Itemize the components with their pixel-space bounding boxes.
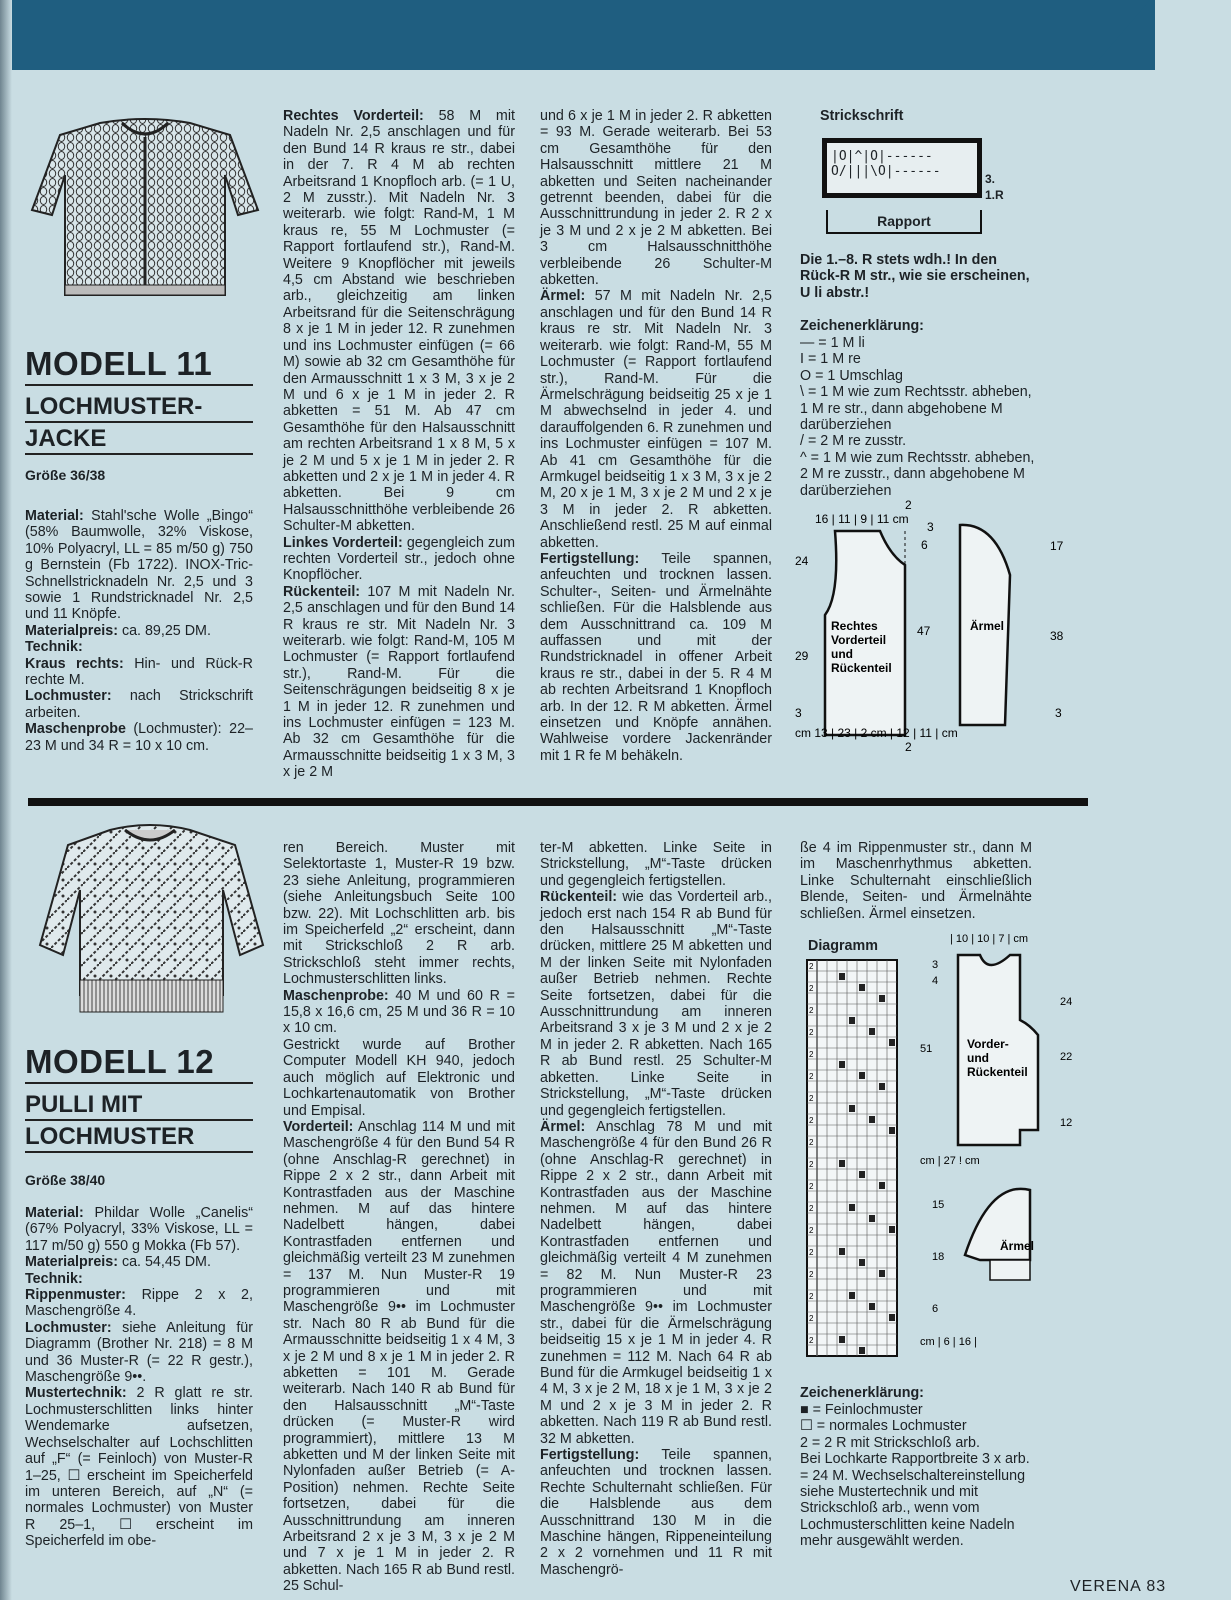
paragraph-heading: Rückenteil: [540,889,618,906]
paragraph-heading: Rückenteil: [283,583,361,600]
diagram-cell-filled [869,1215,875,1222]
svg-text:und: und [831,647,853,661]
legend-item: ☐ = normales Lochmuster [800,1418,967,1435]
svg-text:22: 22 [1060,1051,1073,1063]
sleeve-label: Ärmel [970,619,1005,633]
svg-text:12: 12 [1060,1117,1073,1129]
model-12-subtitle-line2: LOCHMUSTER [25,1123,195,1150]
paragraph [25,639,253,655]
diagram-title: Diagramm [808,938,878,954]
paragraph-text: 58 M mit Nadeln Nr. 2,5 anschlagen und für den Bund 14 R kraus re str., dabei in der 7. R 4 M ab rechten Arbeitsrand 1 Knopfloch arb. (= 1 U, 2 M zusstr.). Mit Nadeln Nr. 3 weiterarb. wie folgt: Rand-M, 1 M kraus re, 55 M Lochmuster (= Rapport fortlaufend str.), Rand-M. Weitere 9 Knopflöcher mit jeweils 4,5 cm Abstand wie beschrieben arb., gleichzeitig am linken Arbeitsrand für die Seitenschrägung 8 x je 1 M in jeder 12. R zunehmen und ins Lochmuster einfügen (= 66 M) sowie ab 32 cm Gesamthöhe für den Armausschnitt 1 x 3 M, 3 x je 2 M und 6 x je 1 M in jeder 2. R abketten = 51 M. Ab 47 cm Gesamthöhe für den Halsausschnitt am rechten Arbeitsrand 1 x 8 M, 5 x je 2 M und 5 x je 1 M in jeder 2. R abketten und 2 x je 1 M in jeder 4. R abketten. Bei 9 cm Halsausschnitthöhe verbleibende 26 Schulter-M abketten. [283,108,515,535]
paragraph-heading: Rippenmuster: [25,1287,126,1304]
diagram-cell-filled [879,1182,885,1189]
model-12-instructions-col4: ße 4 im Rippenmuster str., dann M im Maschenrhythmus abketten. Linke Schulternaht einschließlich Blende, Seiten- und Ärmelnähte schließen. Ärmel einsetzen. [800,840,1032,922]
chart-note: Die 1.–8. R stets wdh.! In den Rück-R M str., wie sie erscheinen, U li abstr.! [800,252,1030,301]
model-12-instructions-col3 [540,840,772,1578]
paragraph-text: Anschlag 114 M und mit Maschengröße 4 für den Bund 54 R (ohne Anschlag-R gerechnet) in Rippe 2 x 2 str., dann Arbeit mit Kontrastfaden aus der Maschine nehmen. M auf das hintere Nadelbett hängen, dabei Kontrastfaden entfernen und gleichmäßig verteilt 23 M zunehmen = 137 M. Nun Muster-R 19 programmieren und mit Maschengröße 9•• im Lochmuster str. Nach 80 R ab Bund für die Armausschnitte beidseitig 1 x 4 M, 3 x je 2 M und 8 x je 1 M in jeder 2. R abketten = 101 M. Gerade weiterarb. Nach 140 R ab Bund für den Halsausschnitt „M“-Taste drücken (= Muster-R wird programmiert), mittlere 13 M abketten und M der linken Seite mit Nylonfaden außer Betrieb (= A-Position) nehmen. Rechte Seite fortsetzen, dabei für die Ausschnittrundung am inneren Arbeitsrand 2 x je 3 M, 3 x je 2 M und 7 x je 1 M in jeder 2. R abketten. Nach 165 R ab Bund restl. 25 Schul- [283,1118,515,1595]
paragraph-text: nach Strickschrift arbeiten. [25,688,253,721]
title-rule [25,1082,253,1084]
diagram-cell-filled [859,984,865,991]
paragraph-heading: Materialpreis: [25,622,118,639]
paragraph-heading: Fertigstellung: [540,1447,640,1464]
paragraph [25,656,253,689]
diagram-cell-filled [849,1017,855,1024]
diagram-cell-filled [879,995,885,1002]
paragraph-text: ren Bereich. Muster mit Selektortaste 1, Muster-R 19 bzw. 23 siehe Anleitung, programmieren (siehe Anleitungsbuch Seite 100 bzw. 22). Mit Lochschlitten arb. bis im Speicherfeld „2“ erscheint, dann mit Strickschloß 2 R arb. Strickschloß steht immer rechts, Lochmusterschlitten links. [283,840,515,988]
svg-text:29: 29 [795,649,809,663]
diagram-cell-filled [869,1303,875,1310]
paragraph [540,840,772,889]
paragraph [25,688,253,721]
model-12-instructions-col2 [283,840,515,1595]
paragraph-text: 40 M und 60 R = 15,8 x 16,6 cm, 25 M und 36 R = 10 x 10 cm. [283,987,515,1037]
diagram-cell-filled [849,1204,855,1211]
paragraph [540,1447,772,1578]
diagram-row-marker: 2 [809,1028,814,1037]
model-12-title: MODELL 12 [25,1043,215,1080]
paragraph [540,288,772,551]
paragraph-heading: Lochmuster: [25,1319,112,1336]
paragraph-text: ca. 89,25 DM. [117,622,211,639]
title-rule [25,1119,253,1121]
diagram-row-marker: 2 [809,1270,814,1279]
diagram-row-marker: 2 [809,1050,814,1059]
diagram-cell-filled [839,1160,845,1167]
paragraph [540,1119,772,1447]
page-number: 83 [1146,1578,1167,1595]
legend-list [800,335,1035,499]
legend-title: Zeichenerklärung: [800,1385,924,1401]
diagram-row-marker: 2 [809,1248,814,1257]
diagram-cell-filled [849,1105,855,1112]
legend-item: / = 2 M re zusstr. [800,433,907,450]
svg-text:und: und [967,1051,989,1065]
diagram-cell-filled [889,1314,895,1321]
diagram-cell-filled [859,1171,865,1178]
model-11-size: Größe 36/38 [25,467,106,483]
svg-text:6: 6 [921,538,928,552]
svg-text:3: 3 [927,520,934,534]
paragraph [25,1271,253,1287]
diagram-row-marker: 2 [809,1138,814,1147]
diagram-row-marker: 2 [809,1006,814,1015]
paragraph [540,889,772,1119]
svg-text:Vorderteil: Vorderteil [831,633,887,647]
paragraph-heading: Material: [25,1205,84,1221]
paragraph [283,535,515,584]
pullover-sketch [35,820,265,1020]
svg-text:4: 4 [932,975,939,987]
header-band-corner [1090,0,1150,70]
paragraph-text: Gestrickt wurde auf Brother Computer Modell KH 940, jedoch auch möglich auf Elektronic und Lochkartenautomatik von Brother und Empisal. [283,1036,515,1119]
schema-top-dims: | 10 | 10 | 7 | cm [950,933,1029,945]
paragraph-heading: Lochmuster: [25,688,112,705]
paragraph-heading: Vorderteil: [283,1118,354,1135]
strickschrift-chart [822,138,982,198]
cardigan-sketch [30,115,260,300]
svg-text:3: 3 [932,959,939,971]
diagram-cell-filled [889,1127,895,1134]
legend-title: Zeichenerklärung: [800,318,924,334]
model-11-subtitle-line2: JACKE [25,425,107,452]
diagram-cell-filled [839,1248,845,1255]
diagram-cell-filled [879,1270,885,1277]
paragraph [283,108,515,535]
paragraph [283,584,515,781]
diagram-row-marker: 2 [809,1314,814,1323]
paragraph-text: Phildar Wolle „Canelis“ (67% Polyacryl, 33% Viskose, LL = 117 m/50 g) 550 g Mokka (Fb 57). [25,1205,253,1254]
svg-text:Rückenteil: Rückenteil [831,661,892,675]
title-rule [25,453,253,455]
page-fold-shadow [0,0,12,1600]
paragraph-text: 107 M mit Nadeln Nr. 2,5 anschlagen und für den Bund 14 R kraus re str. Mit Nadeln Nr. 3 weiterarb. wie folgt: Rand-M, 105 M Lochmuster (= Rapport fortlaufend str.), Rand-M. Für die Seitenschrägungen beidseitig 8 x je 1 M in jeder 12. R zunehmen und ins Lochmuster einfügen = 123 M. Ab 32 cm Gesamthöhe für die Armausschnitte beidseitig 1 x 3 M, 3 x je 2 M [283,583,515,781]
paragraph [25,1320,253,1386]
paragraph-text: siehe Anleitung für Diagramm (Brother Nr. 218) = 8 M und 36 Muster-R (= 22 R gestr.), Maschengröße 9••. [25,1319,253,1386]
paragraph [25,1254,253,1270]
section-divider [28,798,1088,806]
legend-item: ■ = Feinlochmuster [800,1402,923,1418]
paragraph-heading: Ärmel: [540,1118,586,1135]
svg-text:Rechtes: Rechtes [831,619,878,633]
legend-item: \ = 1 M wie zum Rechtsstr. abheben, 1 M re str., dann abgehobene M darüberziehen [800,384,1032,434]
diagram-cell-filled [849,1292,855,1299]
sleeve-label: Ärmel [1000,1239,1035,1253]
svg-text:Rückenteil: Rückenteil [967,1065,1028,1079]
paragraph-text: Anschlag 78 M und mit Maschengröße 4 für den Bund 26 R (ohne Anschlag-R gerechnet) in Rippe 2 x 2 str., dann Arbeit mit Kontrastfaden aus der Maschine nehmen. M auf das hintere Nadelbett hängen, dabei Kontrastfaden entfernen und gleichmäßig verteilt 4 M zunehmen = 82 M. Nun Muster-R 23 programmieren und mit Maschengröße 9•• im Lochmuster str., dabei für die Ärmelschrägung beidseitig 15 x je 1 M in jeder 4. R zunehmen = 112 M. Nach 64 R ab Bund für die Armkugel beidseitig 1 x 4 M, 3 x je 2 M, 18 x je 1 M, 3 x je 2 M und 2 x je 3 M in jeder 2. R abketten. Nach 119 R ab Bund restl. 32 M abketten. [540,1118,772,1447]
model-12-material-column [25,1205,253,1550]
paragraph-text: Stahl'sche Wolle „Bingo“ (58% Baumwolle, 32% Viskose, 10% Polyacryl, LL = 85 m/50 g) 750 g Bernstein (Fb 1722). INOX-Tric-Schnellstricknadeln Nr. 2,5 und 3 sowie 1 Rundstricknadel Nr. 2,5 und 11 Knöpfe. [25,508,253,623]
model-12-schema [920,930,1090,1365]
legend-item: ^ = 1 M wie zum Rechtsstr. abheben, 2 M re zusstr., dann abgehobene M darüberziehen [800,449,1035,499]
title-rule [25,1151,253,1153]
rapport-label: Rapport [826,210,982,234]
diagram-cell-filled [839,973,845,980]
model-11-instructions-col2 [283,108,515,781]
paragraph-heading: Ärmel: [540,288,586,305]
paragraph-text: gegengleich zum rechten Vorderteil str., jedoch ohne Knopflöcher. [283,534,515,584]
diagram-cell-filled [859,1072,865,1079]
paragraph-text: 57 M mit Nadeln Nr. 2,5 anschlagen und für den Bund 14 R kraus re str. Mit Nadeln Nr. 3 weiterarb. wie folgt: Rand-M, 55 M Lochmuster (= Rapport fortlaufend str.), Rand-M. Für die Ärmelschrägung beidseitig 25 x je 1 M abwechselnd in jeder 4. und darauffolgenden 6. R zunehmen und ins Lochmuster einfügen = 107 M. Ab 41 cm Gesamthöhe für die Armkugel beidseitig 1 x 3 M, 3 x je 2 M, 20 x je 1 M, 3 x je 2 M und 2 x je 3 M in jeder 2. R abketten. Anschließend restl. 25 M auf einmal abketten. [540,288,772,551]
svg-text:2: 2 [905,740,912,754]
model-11-schema [795,495,1095,770]
paragraph [540,551,772,764]
diagram-row-marker: 2 [809,1182,814,1191]
diagram-cell-filled [839,1061,845,1068]
paragraph-text: Teile spannen, anfeuchten und trocknen lassen. Rechte Schulternaht schließen. Für die Halsblende aus dem Ausschnittrand 130 M in die Maschine hängen, Rippeneinteilung 2 x 2 vornehmen und 11 R mit Maschengrö- [540,1447,772,1578]
paragraph-heading: Mustertechnik: [25,1385,127,1402]
schema-top-dim2: 2 [905,498,912,512]
legend-list [800,1402,1035,1550]
paragraph-text: ter-M abketten. Linke Seite in Strickstellung, „M“-Taste drücken und gegengleich fertigstellen. [540,840,772,889]
diagram-cell-filled [859,1259,865,1266]
paragraph [25,1385,253,1549]
schema-top-dims: 16 | 11 | 9 | 11 cm [815,512,909,526]
diagram-row-marker: 2 [809,1336,814,1345]
svg-text:24: 24 [795,554,809,568]
paragraph [25,1205,253,1254]
paragraph-text: Hin- und Rück-R rechte M. [25,655,253,689]
paragraph-heading: Maschenprobe: [283,987,389,1004]
diagram-cell-filled [859,1347,865,1354]
schema-bottom-dims: cm 13 | 23 | 2 cm | 12 | 11 | cm [795,726,958,740]
paragraph-heading: Technik: [25,639,83,656]
svg-text:6: 6 [932,1303,939,1315]
strickschrift-title: Strickschrift [820,108,904,124]
diagram-cell-filled [879,1083,885,1090]
svg-text:24: 24 [1060,996,1073,1008]
diagram-row-marker: 2 [809,962,814,971]
diagram-row-marker: 2 [809,1072,814,1081]
page-footer [1070,1578,1166,1596]
diagram-cell-filled [869,1116,875,1123]
svg-text:Vorder-: Vorder- [967,1037,1009,1051]
legend-item: I = 1 M re [800,351,861,368]
svg-text:17: 17 [1050,539,1064,553]
diagram-row-marker: 2 [809,984,814,993]
paragraph [283,988,515,1037]
paragraph-text: und 6 x je 1 M in jeder 2. R abketten = 93 M. Gerade weiterarb. Bei 53 cm Gesamthöhe für den Halsausschnitt mittlere 21 M abketten und Seiten nacheinander getrennt beenden, dabei für die Ausschnittrundung in jeder 2. R 2 x je 3 M und 2 x je 2 M abketten. Bei 3 cm Halsausschnitthöhe verbleibende 26 Schulter-M abketten. [540,108,772,289]
paragraph-text: wie das Vorderteil arb., jedoch erst nach 154 R ab Bund für den Halsausschnitt „M“-Taste drücken, mittlere 25 M abketten und M der linken Seite mit Nylonfaden außer Betrieb nehmen. Rechte Seite fortsetzen, dabei für die Ausschnittrundung am inneren Arbeitsrand 3 x je 3 M und 2 x je 2 M in jeder 2. R abketten. Nach 165 R ab Bund restl. 25 Schulter-M abketten. Linke Seite in Strickstellung, „M“-Taste drücken und gegengleich fertigstellen. [540,889,772,1119]
svg-text:cm | 27 ! cm: cm | 27 ! cm [920,1155,980,1167]
model-11-subtitle-line1: LOCHMUSTER- [25,393,203,420]
paragraph [25,623,253,639]
paragraph [25,721,253,754]
paragraph [283,1119,515,1595]
legend-item: Bei Lochkarte Rapportbreite 3 x arb. = 24 M. Wechselschaltereinstellung siehe Mustertechnik und mit Strickschloß arb., wenn vom Lochmusterschlitten keine Nadeln mehr ausgewählt werden. [800,1451,1030,1550]
legend-item: 2 = 2 R mit Strickschloß arb. [800,1434,980,1451]
legend-item: — = 1 M li [800,335,865,351]
svg-text:38: 38 [1050,629,1064,643]
paragraph-heading: Rechtes Vorderteil: [283,108,424,124]
magazine-name: VERENA [1070,1578,1141,1595]
svg-text:51: 51 [920,1043,933,1055]
paragraph-heading: Material: [25,508,84,524]
punch-diagram [805,958,910,1363]
model-11-material-column [25,508,253,754]
title-rule [25,384,253,386]
paragraph [25,1287,253,1320]
chart-row: |O|^|O|------ [831,149,933,164]
paragraph-heading: Technik: [25,1270,83,1287]
diagram-cell-filled [889,1039,895,1046]
paragraph [283,1037,515,1119]
paragraph-text: Teile spannen, anfeuchten und trocknen lassen. Schulter-, Seiten- und Ärmelnähte schließen. Für die Halsblende aus dem Ausschnittrand ca. 109 M auffassen und mit der Rundstricknadel in offener Arbeit kraus re str., dabei in der 5. R 4 M ab rechten Arbeitsrand 1 Knopfloch arb. In der 12. R M abketten. Ärmel einsetzen und Knöpfe annähen. Wahlweise vordere Jackenränder mit 1 R fe M behäkeln. [540,550,772,764]
svg-text:3: 3 [1055,706,1062,720]
model-11-instructions-col3 [540,108,772,764]
diagram-cell-filled [839,1336,845,1343]
model-12-subtitle-line1: PULLI MIT [25,1091,143,1118]
diagram-row-marker: 2 [809,1094,814,1103]
model-12-size: Größe 38/40 [25,1172,106,1188]
chart-row-label: 3. [985,172,996,186]
diagram-row-marker: 2 [809,1116,814,1125]
svg-text:cm | 6 | 16 |: cm | 6 | 16 | [920,1336,977,1348]
paragraph-heading: Maschenprobe [25,721,126,738]
paragraph-heading: Kraus rechts: [25,655,124,672]
diagram-row-marker: 2 [809,1204,814,1213]
diagram-row-marker: 2 [809,1226,814,1235]
svg-text:3: 3 [795,706,802,720]
legend-item: O = 1 Umschlag [800,367,903,384]
svg-text:47: 47 [917,624,931,638]
paragraph-heading: Linkes Vorderteil: [283,534,403,551]
paragraph-text: 2 R glatt re str. Lochmusterschlitten links hinter Wendemarke aufsetzen, Wechselschalter auf Lochschlitten auf „F“ (= Feinloch) von Muster-R 1–25, ☐ erscheint im Speicherfeld im unteren Bereich, auf „N“ (= normales Lochmuster) von Muster R 25–1, ☐ erscheint im Speicherfeld im obe- [25,1385,253,1550]
diagram-row-marker: 2 [809,1160,814,1169]
chart-row: O/|||\O|------ [831,164,941,179]
paragraph-text: (Lochmuster): 22–23 M und 34 R = 10 x 10 cm. [25,721,253,754]
paragraph [25,508,253,623]
paragraph-text: ca. 54,45 DM. [117,1254,211,1271]
paragraph [283,840,515,988]
paragraph-text: Rippe 2 x 2, Maschengröße 4. [25,1287,253,1320]
paragraph-heading: Materialpreis: [25,1254,118,1271]
diagram-row-marker: 2 [809,1292,814,1301]
chart-row-label: 1.R [985,188,1004,202]
paragraph [540,108,772,288]
svg-text:18: 18 [932,1251,945,1263]
title-rule [25,421,253,423]
header-band [0,0,1155,70]
svg-text:15: 15 [932,1199,945,1211]
diagram-cell-filled [869,1028,875,1035]
paragraph-heading: Fertigstellung: [540,550,640,567]
diagram-cell-filled [889,1226,895,1233]
model-11-title: MODELL 11 [25,345,213,382]
